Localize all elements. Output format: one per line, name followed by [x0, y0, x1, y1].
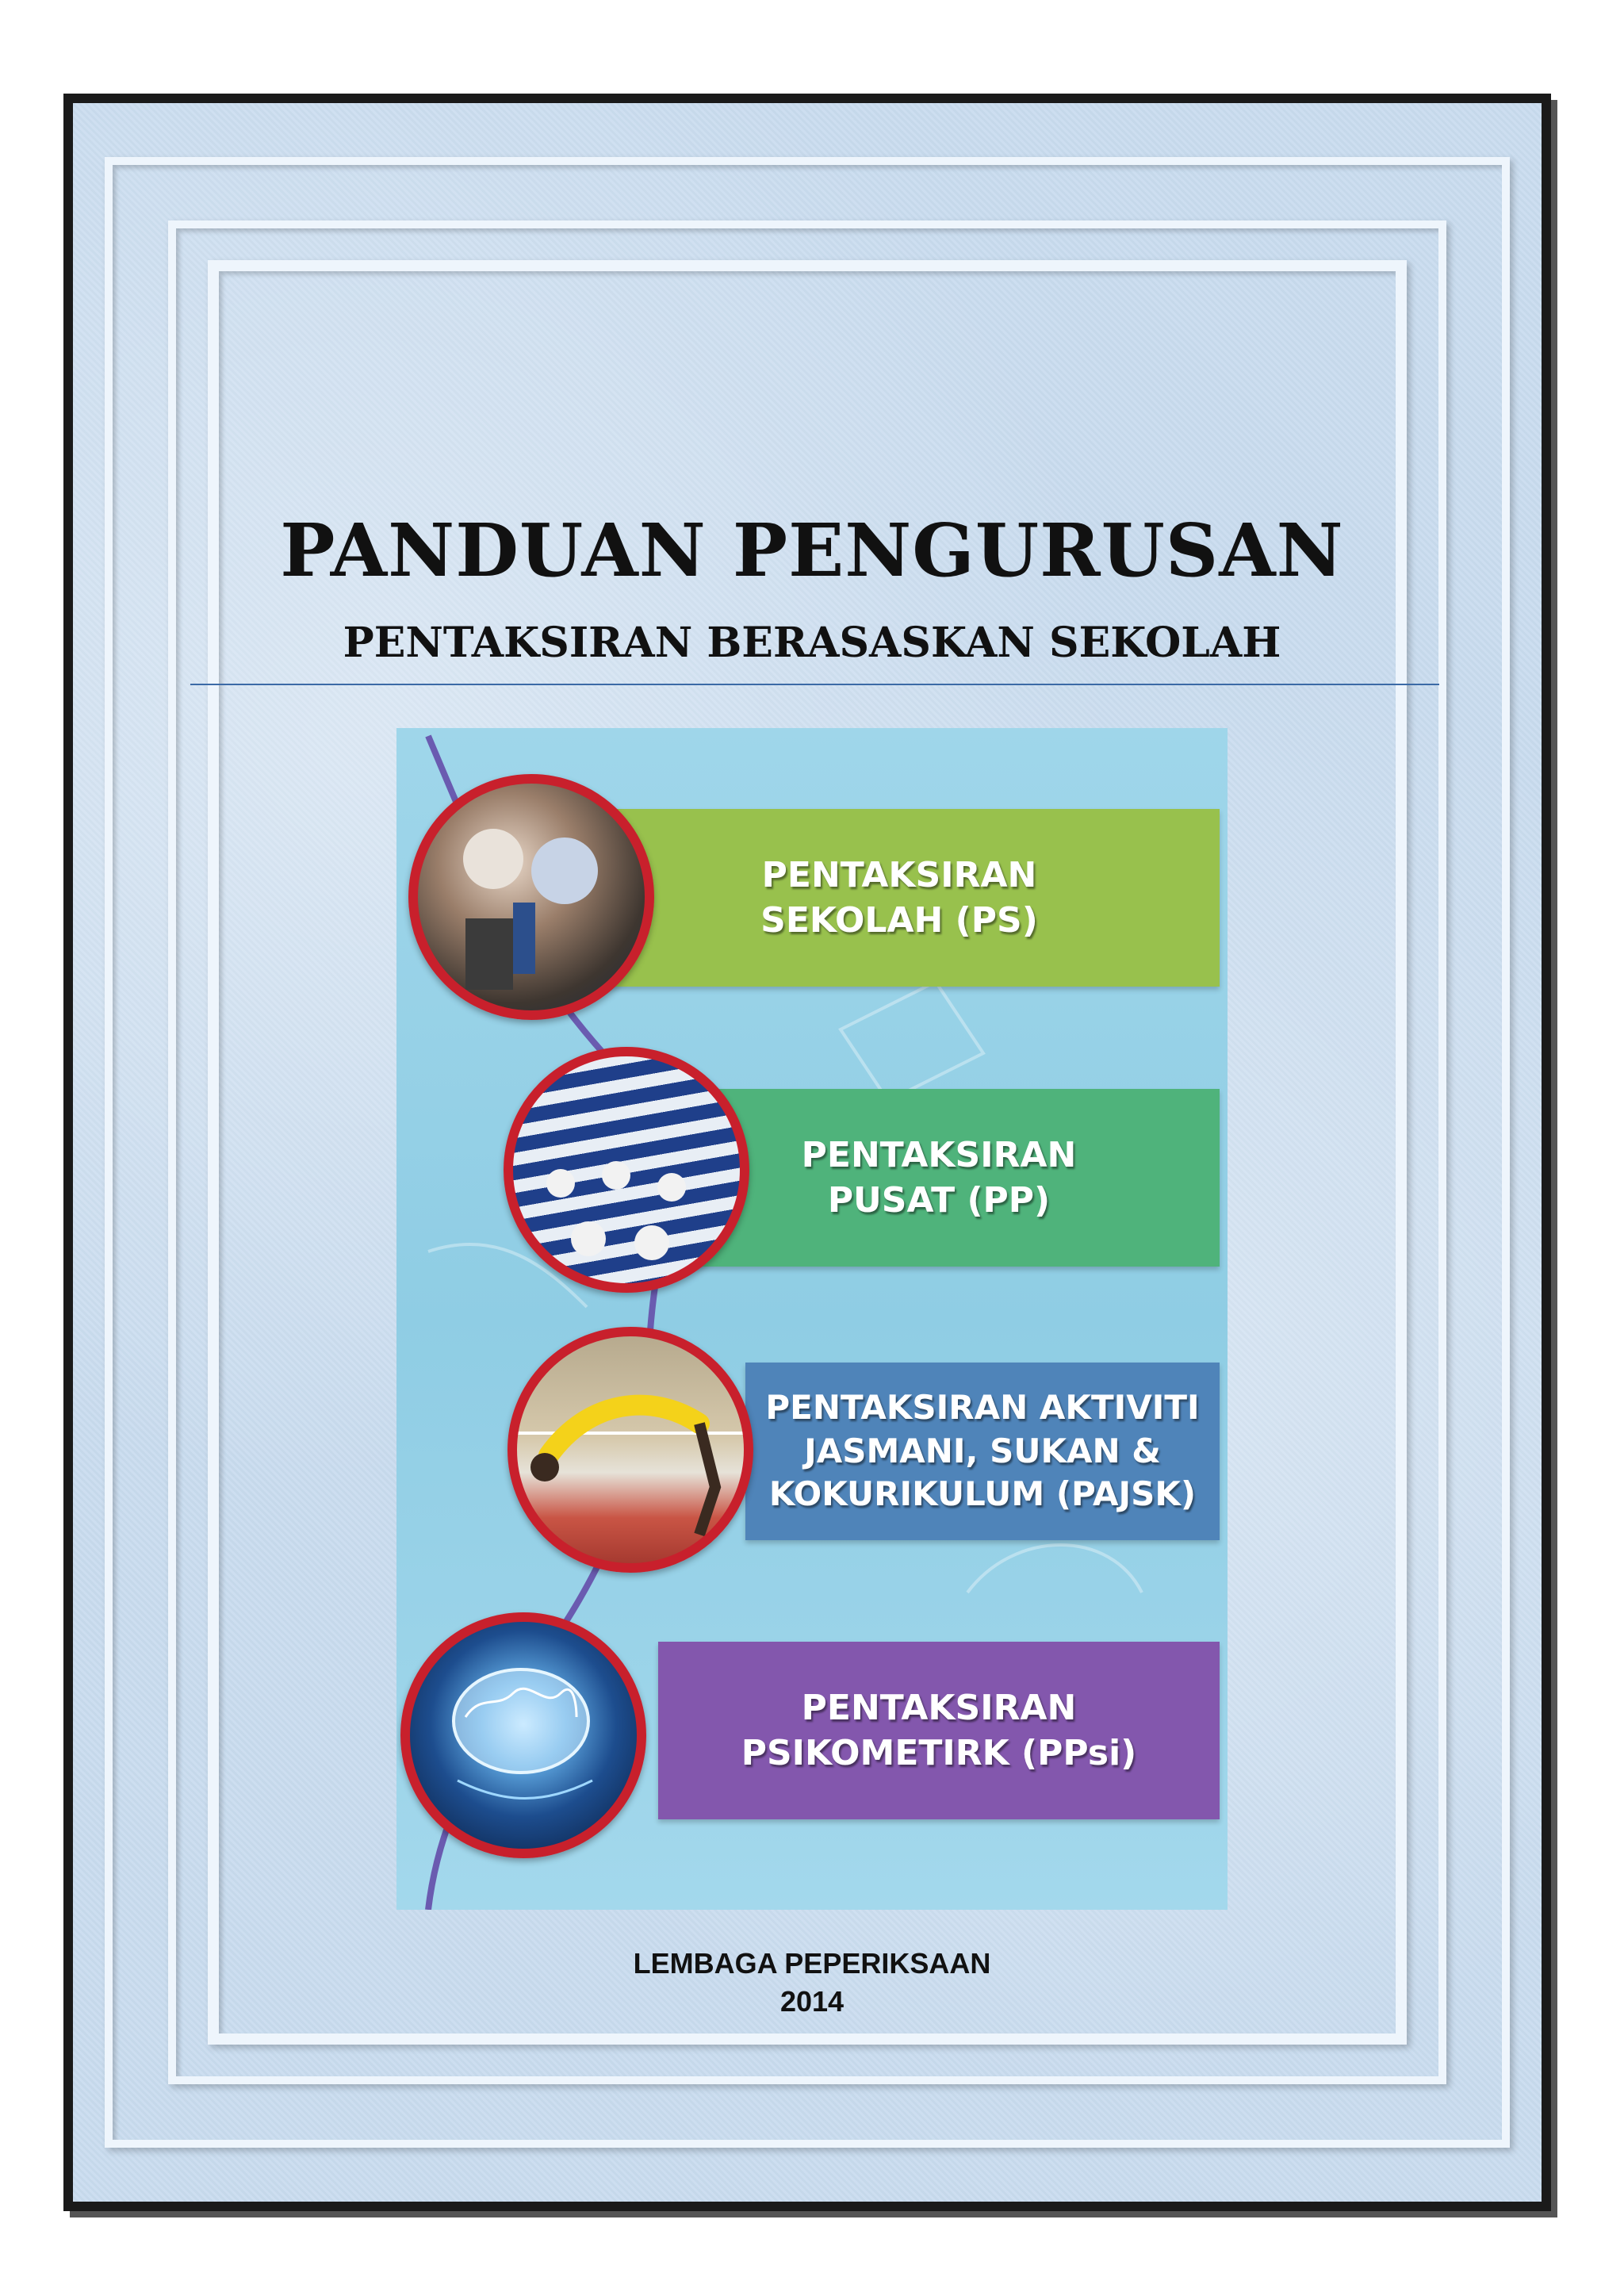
- publisher-name: LEMBAGA PEPERIKSAAN: [633, 1947, 991, 1980]
- publication-year: 2014: [779, 1985, 845, 2018]
- exam-hall-students-photo: [504, 1047, 749, 1293]
- cover-title: PANDUAN PENGURUSAN: [280, 508, 1344, 593]
- students-science-experiment-photo: [408, 774, 654, 1020]
- band-label-ppsi: PENTAKSIRAN PSIKOMETIRK (PPsi): [741, 1687, 1137, 1773]
- cover-subtitle: PENTAKSIRAN BERASASKAN SEKOLAH: [343, 619, 1281, 667]
- high-jump-athlete-photo: [508, 1327, 753, 1573]
- band-pentaksiran-psikometrik: [658, 1642, 1220, 1819]
- glowing-brain-photo: [400, 1612, 646, 1858]
- band-pentaksiran-sekolah: [579, 809, 1220, 987]
- band-pentaksiran-pajsk: [745, 1363, 1220, 1540]
- band-label-ps: PENTAKSIRAN SEKOLAH (PS): [760, 854, 1038, 941]
- title-divider: [190, 684, 1439, 685]
- band-label-pajsk: PENTAKSIRAN AKTIVITI JASMANI, SUKAN & KOKURIKULUM (PAJSK): [765, 1388, 1200, 1514]
- band-label-pp: PENTAKSIRAN PUSAT (PP): [801, 1134, 1077, 1221]
- assessment-components-poster: [396, 728, 1228, 1910]
